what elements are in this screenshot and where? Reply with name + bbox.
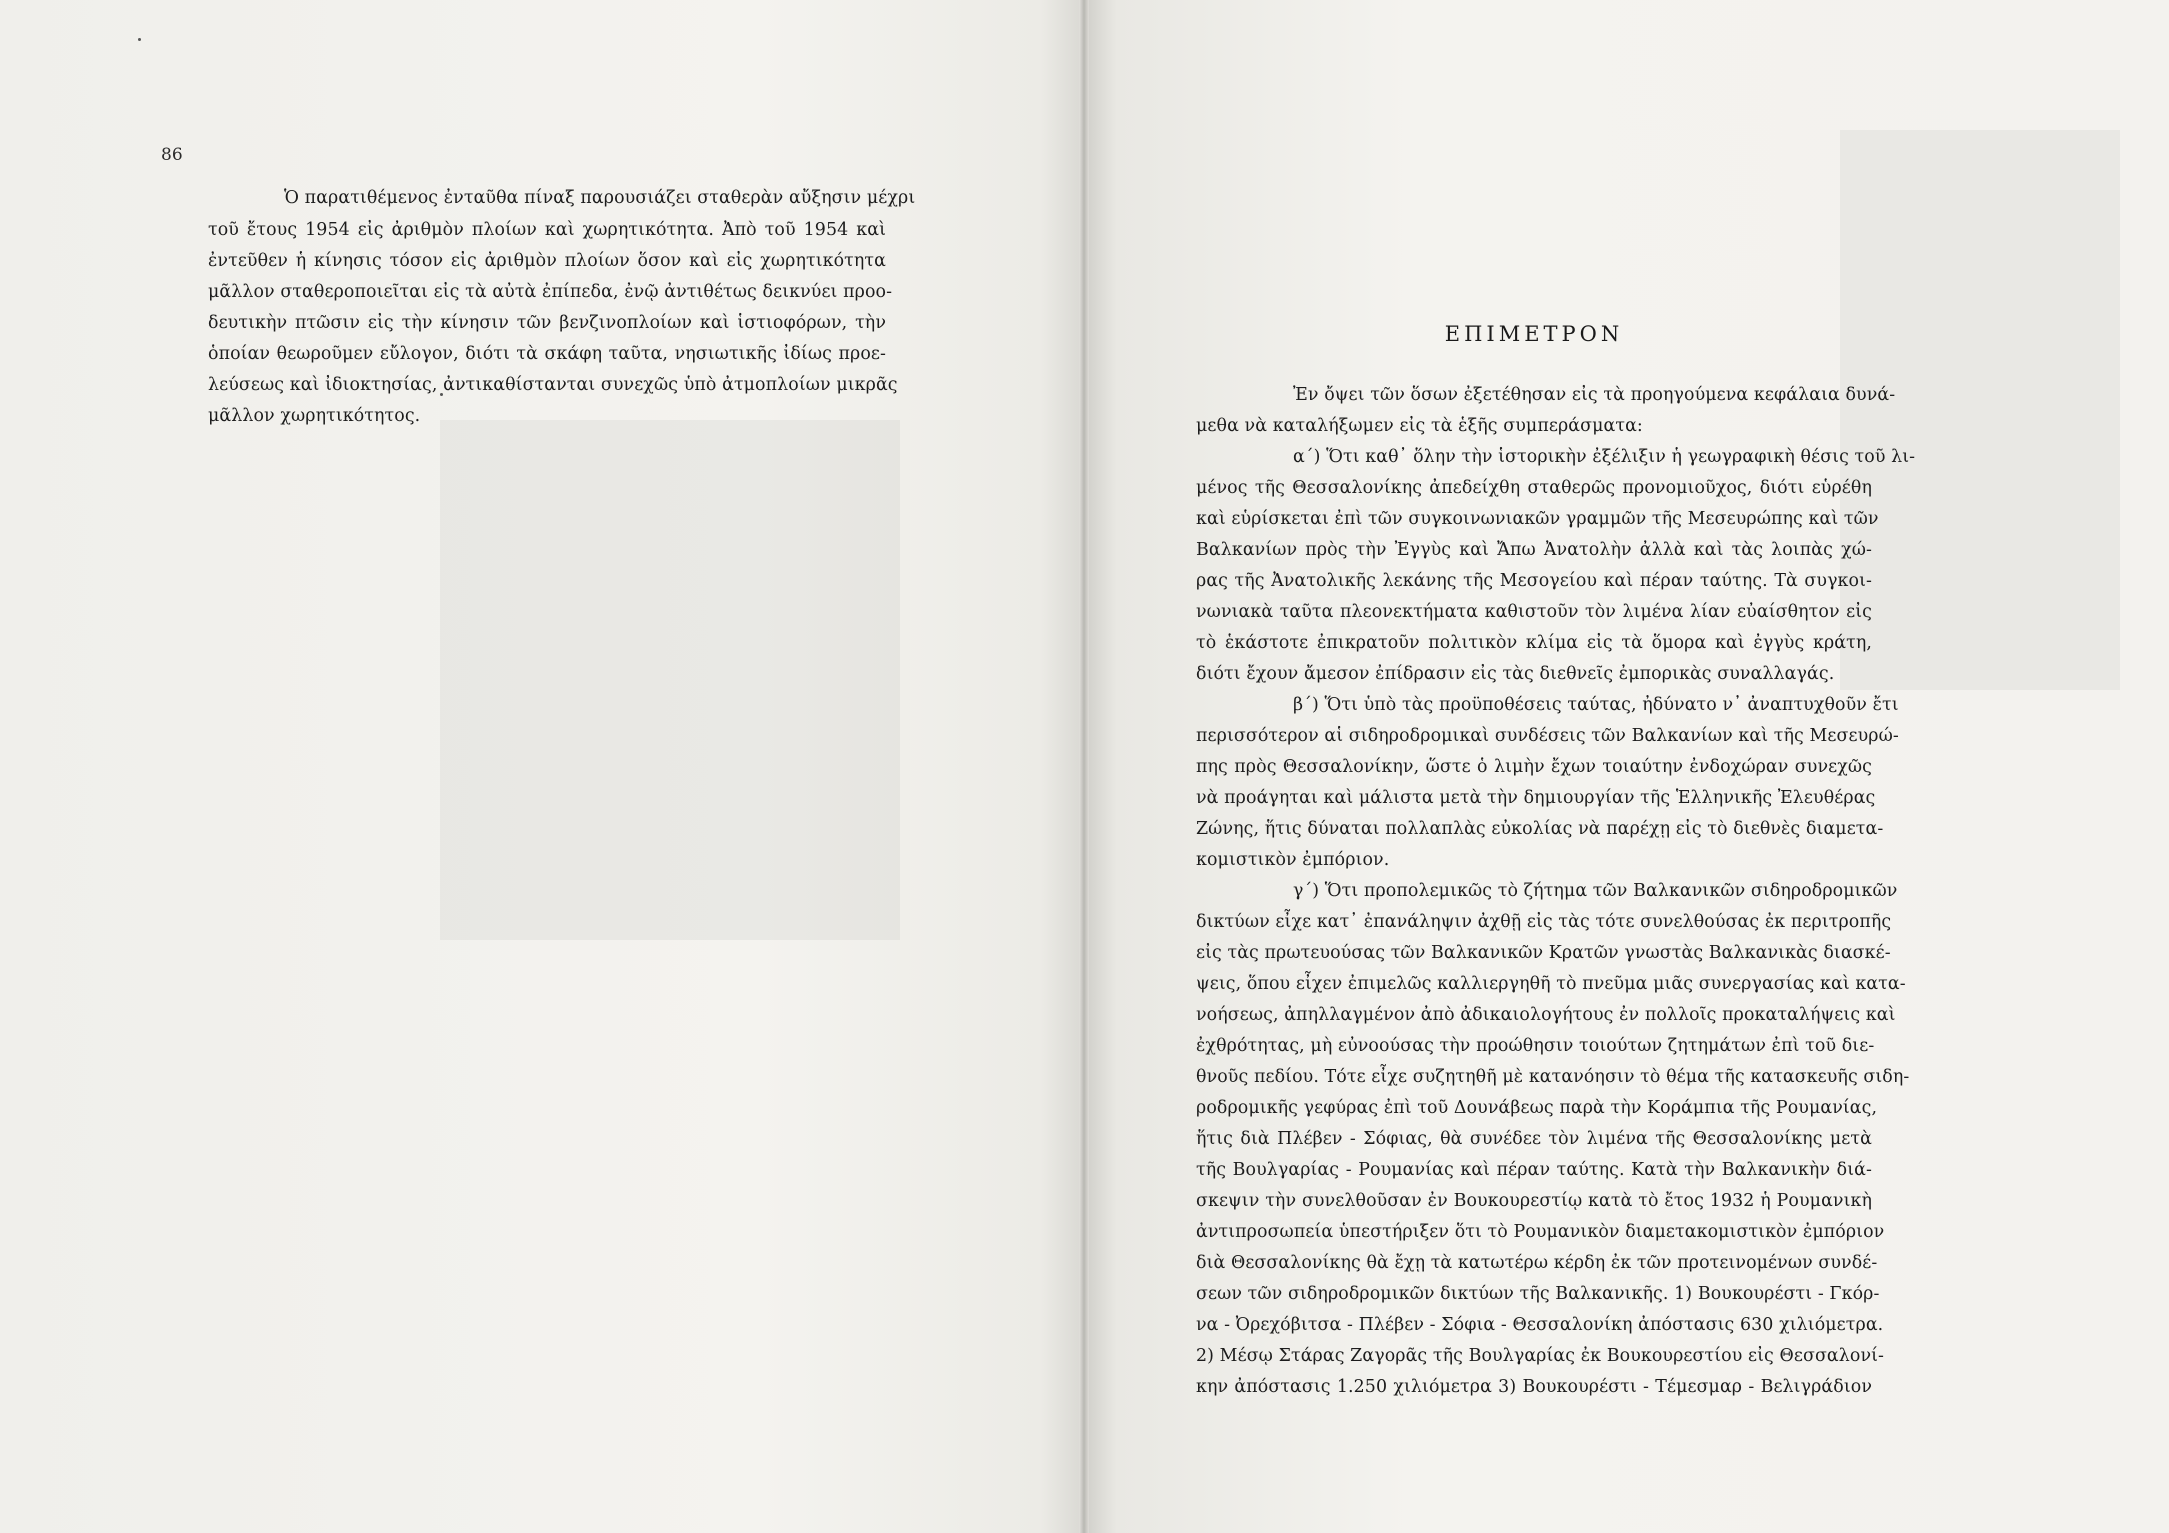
text-line: τοῦ ἔτους 1954 εἰς ἀριθμὸν πλοίων καὶ χωρητικότητα. Ἀπὸ τοῦ 1954 καὶ bbox=[208, 220, 886, 240]
text-line: πης πρὸς Θεσσαλονίκην, ὥστε ὁ λιμὴν ἔχων τοιαύτην ἐνδοχώραν συνεχῶς bbox=[1196, 757, 1872, 777]
text-line: σκεψιν τὴν συνελθοῦσαν ἐν Βουκουρεστίῳ κατὰ τὸ ἔτος 1932 ἡ Ρουμανικὴ bbox=[1196, 1191, 1872, 1211]
text-line: ἐντεῦθεν ἡ κίνησις τόσον εἰς ἀριθμὸν πλοίων ὅσον καὶ εἰς χωρητικότητα bbox=[208, 251, 886, 271]
text-line: δευτικὴν πτῶσιν εἰς τὴν κίνησιν τῶν βενζινοπλοίων καὶ ἱστιοφόρων, τὴν bbox=[208, 313, 886, 333]
text-line: Ἐν ὄψει τῶν ὅσων ἐξετέθησαν εἰς τὰ προηγούμενα κεφάλαια δυνά- bbox=[1293, 385, 1896, 405]
text-line: νωνιακὰ ταῦτα πλεονεκτήματα καθιστοῦν τὸν λιμένα λίαν εὐαίσθητον εἰς bbox=[1196, 602, 1872, 622]
text-line: κομιστικὸν ἐμπόριον. bbox=[1196, 850, 1390, 870]
text-line: σεων τῶν σιδηροδρομικῶν δικτύων τῆς Βαλκανικῆς. 1) Βουκουρέστι - Γκόρ- bbox=[1196, 1284, 1880, 1304]
page-number: 86 bbox=[161, 145, 183, 165]
text-line: Ὁ παρατιθέμενος ἐνταῦθα πίναξ παρουσιάζει σταθερὰν αὔξησιν μέχρι bbox=[284, 188, 916, 208]
text-line: εἰς τὰς πρωτευούσας τῶν Βαλκανικῶν Κρατῶν γνωστὰς Βαλκανικὰς διασκέ- bbox=[1196, 943, 1891, 963]
text-line: τὸ ἑκάστοτε ἐπικρατοῦν πολιτικὸν κλίμα εἰς τὰ ὅμορα καὶ ἐγγὺς κράτη, bbox=[1196, 633, 1872, 653]
text-line: Βαλκανίων πρὸς τὴν Ἐγγὺς καὶ Ἄπω Ἀνατολὴν ἀλλὰ καὶ τὰς λοιπὰς χώ- bbox=[1196, 540, 1872, 560]
text-line: ἥτις διὰ Πλέβεν - Σόφιας, θὰ συνέδεε τὸν λιμένα τῆς Θεσσαλονίκης μετὰ bbox=[1196, 1129, 1872, 1149]
text-line: θνοῦς πεδίου. Τότε εἶχε συζητηθῆ μὲ κατανόησιν τὸ θέμα τῆς κατασκευῆς σιδη- bbox=[1196, 1067, 1910, 1087]
text-line: νὰ προάγηται καὶ μάλιστα μετὰ τὴν δημιουργίαν τῆς Ἑλληνικῆς Ἐλευθέρας bbox=[1196, 788, 1876, 808]
show-through-right bbox=[1840, 130, 2120, 690]
text-line: ἀντιπροσωπεία ὑπεστήριξεν ὅτι τὸ Ρουμανικὸν διαμετακομιστικὸν ἐμπόριον bbox=[1196, 1222, 1885, 1242]
text-line: β΄) Ὅτι ὑπὸ τὰς προϋποθέσεις ταύτας, ἠδύνατο ν᾿ ἀναπτυχθοῦν ἔτι bbox=[1293, 695, 1899, 715]
text-line: να - Ὀρεχόβιτσα - Πλέβεν - Σόφια - Θεσσαλονίκη ἀπόστασις 630 χιλιόμετρα. bbox=[1196, 1315, 1884, 1335]
text-line: δικτύων εἶχε κατ᾿ ἐπανάληψιν ἀχθῇ εἰς τὰς τότε συνελθούσας ἐκ περιτροπῆς bbox=[1196, 912, 1892, 932]
text-line: καὶ εὑρίσκεται ἐπὶ τῶν συγκοινωνιακῶν γραμμῶν τῆς Μεσευρώπης καὶ τῶν bbox=[1196, 509, 1879, 529]
book-gutter bbox=[1079, 0, 1089, 1533]
text-line: ἐχθρότητας, μὴ εὐνοούσας τὴν προώθησιν τοιούτων ζητημάτων ἐπὶ τοῦ διε- bbox=[1196, 1036, 1875, 1056]
text-line: α΄) Ὅτι καθ᾿ ὅλην τὴν ἱστορικὴν ἐξέλιξιν ἡ γεωγραφικὴ θέσις τοῦ λι- bbox=[1293, 447, 1916, 467]
text-line: Ζώνης, ἥτις δύναται πολλαπλὰς εὐκολίας νὰ παρέχῃ εἰς τὸ διεθνὲς διαμετα- bbox=[1196, 819, 1884, 839]
text-line: μᾶλλον χωρητικότητος. bbox=[208, 406, 421, 426]
text-line: 2) Μέσῳ Στάρας Ζαγορᾶς τῆς Βουλγαρίας ἐκ Βουκουρεστίου εἰς Θεσσαλονί- bbox=[1196, 1346, 1885, 1366]
text-line: μᾶλλον σταθεροποιεῖται εἰς τὰ αὐτὰ ἐπίπεδα, ἐνῷ ἀντιθέτως δεικνύει προο- bbox=[208, 282, 893, 302]
text-line: τῆς Βουλγαρίας - Ρουμανίας καὶ πέραν ταύτης. Κατὰ τὴν Βαλκανικὴν διά- bbox=[1196, 1160, 1872, 1180]
text-line: νοήσεως, ἀπηλλαγμένον ἀπὸ ἀδικαιολογήτους ἐν πολλοῖς προκαταλήψεις καὶ bbox=[1196, 1005, 1896, 1025]
text-line: λεύσεως καὶ ἰδιοκτησίας, ἀντικαθίστανται συνεχῶς ὑπὸ ἀτμοπλοίων μικρᾶς bbox=[208, 375, 898, 395]
text-line: ὁποίαν θεωροῦμεν εὔλογον, διότι τὰ σκάφη ταῦτα, νησιωτικῆς ἰδίως προε- bbox=[208, 344, 886, 364]
text-line: διὰ Θεσσαλονίκης θὰ ἔχῃ τὰ κατωτέρω κέρδη ἐκ τῶν προτεινομένων συνδέ- bbox=[1196, 1253, 1878, 1273]
text-line: μεθα νὰ καταλήξωμεν εἰς τὰ ἑξῆς συμπεράσματα: bbox=[1196, 416, 1643, 436]
text-line: κην ἀπόστασις 1.250 χιλιόμετρα 3) Βουκουρέστι - Τέμεσμαρ - Βελιγράδιον bbox=[1196, 1377, 1872, 1397]
speck bbox=[138, 38, 141, 41]
text-line: γ΄) Ὅτι προπολεμικῶς τὸ ζήτημα τῶν Βαλκανικῶν σιδηροδρομικῶν bbox=[1293, 881, 1898, 901]
text-line: ροδρομικῆς γεφύρας ἐπὶ τοῦ Δουνάβεως παρὰ τὴν Κοράμπια τῆς Ρουμανίας, bbox=[1196, 1098, 1878, 1118]
chapter-heading: ΕΠΙΜΕΤΡΟΝ bbox=[1444, 322, 1624, 346]
text-line: μένος τῆς Θεσσαλονίκης ἀπεδείχθη σταθερῶς προνομιοῦχος, διότι εὑρέθη bbox=[1196, 478, 1872, 498]
text-line: ψεις, ὅπου εἶχεν ἐπιμελῶς καλλιεργηθῆ τὸ πνεῦμα μιᾶς συνεργασίας καὶ κατα- bbox=[1196, 974, 1906, 994]
text-line: διότι ἔχουν ἄμεσον ἐπίδρασιν εἰς τὰς διεθνεῖς ἐμπορικὰς συναλλαγάς. bbox=[1196, 664, 1835, 684]
show-through-left bbox=[440, 420, 900, 940]
text-line: ρας τῆς Ἀνατολικῆς λεκάνης τῆς Μεσογείου καὶ πέραν ταύτης. Τὰ συγκοι- bbox=[1196, 571, 1872, 591]
text-line: περισσότερον αἱ σιδηροδρομικαὶ συνδέσεις τῶν Βαλκανίων καὶ τῆς Μεσευρώ- bbox=[1196, 726, 1899, 746]
